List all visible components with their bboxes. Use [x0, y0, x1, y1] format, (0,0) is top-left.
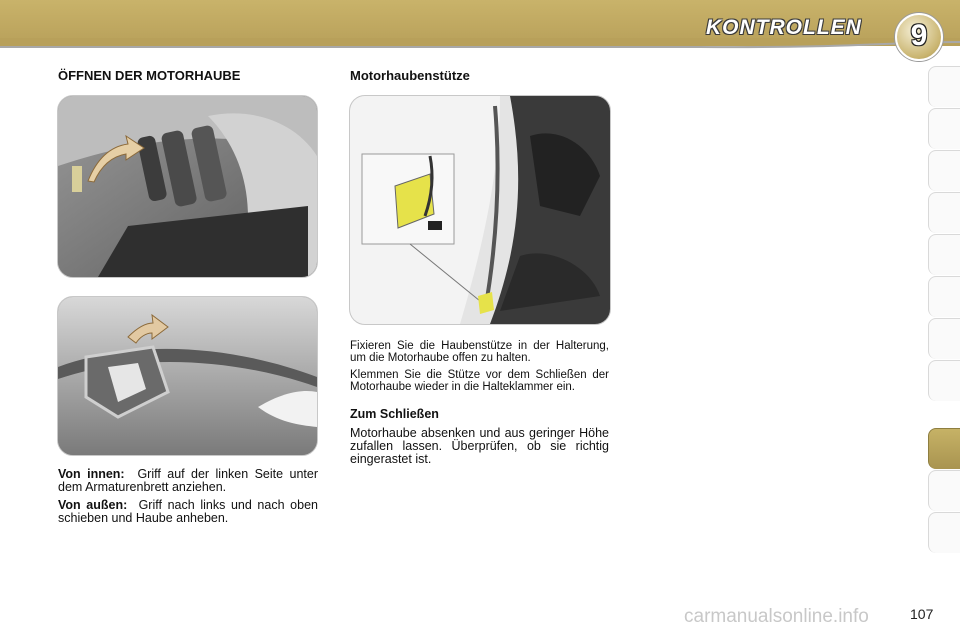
chapter-tab-active[interactable] [928, 428, 960, 469]
outside-label: Von außen: [58, 498, 128, 512]
inside-text: Griff auf der linken Seite unter dem Armaturenbrett anziehen. [58, 467, 318, 494]
hood-stay-para-2: Klemmen Sie die Stütze vor dem Schließen der Motorhaube wieder in die Halteklammer ein. [350, 369, 609, 393]
chapter-tab[interactable] [928, 318, 960, 359]
close-instructions [350, 408, 609, 471]
inside-label: Von innen: [58, 467, 125, 481]
right-instructions [350, 340, 609, 398]
section-heading-hood-stay: Motorhaubenstütze [350, 68, 470, 83]
photo-interior-release-lever [57, 95, 318, 278]
photo-exterior-hood-catch [57, 296, 318, 456]
close-text: Motorhaube absenken und aus geringer Höhe zufallen lassen. Überprüfen, ob sie richtig eingerastet ist. [350, 426, 609, 466]
chapter-number: 9 [910, 19, 928, 52]
header-curve [0, 38, 960, 58]
chapter-tab[interactable] [928, 470, 960, 511]
chapter-tabs [928, 66, 960, 576]
chapter-number-badge [895, 13, 943, 61]
hood-stay-para-1: Fixieren Sie die Haubenstütze in der Halterung, um die Motorhaube offen zu halten. [350, 340, 609, 364]
chapter-tab[interactable] [928, 276, 960, 317]
chapter-tab[interactable] [928, 512, 960, 553]
close-heading: Zum Schließen [350, 407, 439, 421]
outside-text: Griff nach links und nach oben schieben und Haube anheben. [58, 498, 318, 525]
chapter-tab[interactable] [928, 360, 960, 401]
page-number: 107 [910, 606, 934, 622]
chapter-tab[interactable] [928, 150, 960, 191]
chapter-tab[interactable] [928, 234, 960, 275]
left-instructions [58, 468, 318, 530]
section-heading-open-hood: ÖFFNEN DER MOTORHAUBE [58, 68, 241, 83]
photo-hood-stay [349, 95, 611, 325]
chapter-title: KONTROLLEN [706, 16, 862, 39]
chapter-tab[interactable] [928, 66, 960, 107]
watermark: carmanualsonline.info [684, 606, 869, 627]
chapter-tab[interactable] [928, 108, 960, 149]
chapter-tab[interactable] [928, 192, 960, 233]
